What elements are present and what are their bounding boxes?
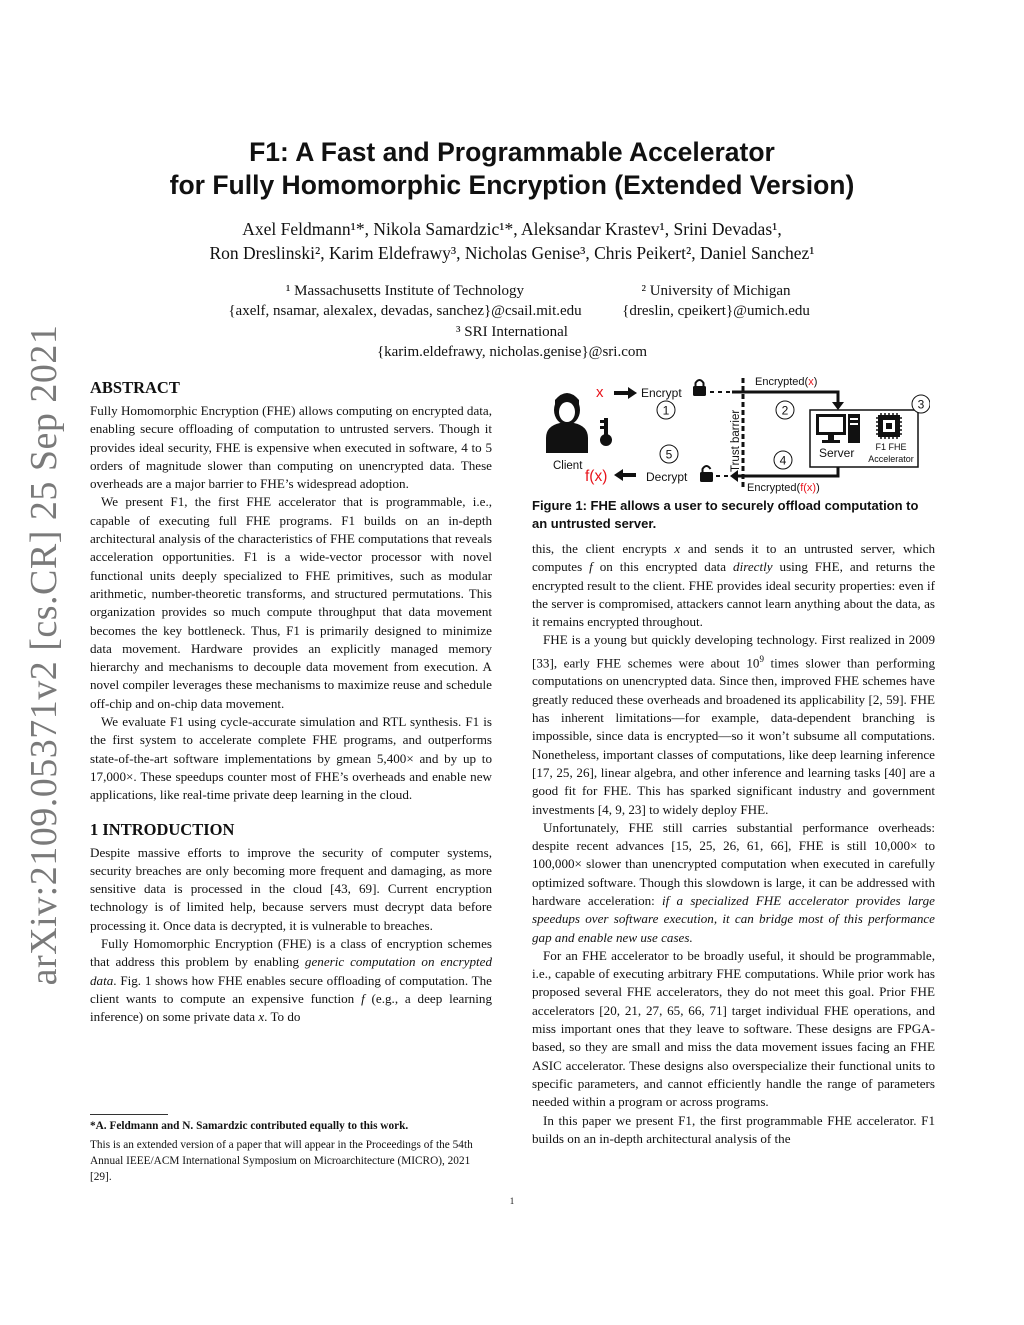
- key-icon: [600, 418, 612, 446]
- affiliation-umich: [605, 281, 827, 321]
- authors-line-1: Axel Feldmann¹*, Nikola Samardzic¹*, Aleksandar Krastev¹, Srini Devadas¹,: [242, 219, 782, 239]
- abstract-paragraph-2: We present F1, the first FHE accelerator that is programmable, i.e., capable of executing full FHE programs. F1 builds on an in-depth architectural analysis of the characteristics of FHE computations that reveals acceleration opportunities. F1 is a wide-vector processor with novel functional units deeply specialized to FHE primitives, such as modular arithmetic, number-theoretic transforms, and structured permutations. This organization provides so much compute throughput that data movement becomes the key bottleneck. Thus, F1 is primarily designed to minimize data movement. Hardware provides an explicitly managed memory hierarchy and mechanisms to decouple data movement from execution. A novel compiler leverages these mechanisms to maximize reuse and schedule off-chip and on-chip data movement.: [90, 494, 492, 711]
- right-paragraph-3: Unfortunately, FHE still carries substantial performance overheads: despite recent advances [15, 25, 26, 61, 66], FHE is still 10,000× to 100,000× slower than unencrypted computation when executed in carefully optimized software. Though this slowdown is large, it can be addressed with hardware acceleration: if a specialized FHE accelerator provides large speedups over software execution, it can bridge most of this performance gap and enable new use cases.: [532, 819, 935, 945]
- accelerator-label-line-1: F1 FHE: [875, 442, 907, 452]
- title-line-1: F1: A Fast and Programmable Accelerator: [249, 137, 775, 167]
- affiliation-umich-email: {dreslin, cpeikert}@umich.edu: [622, 303, 810, 319]
- encrypt-label: Encrypt: [641, 386, 682, 400]
- accelerator-thesis-emphasis: if a specialized FHE accelerator provides large speedups over software execution, it can bridge most of this performance gap and enable new use cases.: [532, 893, 935, 945]
- step-2-badge: 2: [781, 403, 789, 418]
- affiliation-sri-email: {karim.eldefrawy, nicholas.genise}@sri.com: [376, 344, 648, 360]
- introduction-heading: 1 INTRODUCTION: [90, 819, 235, 839]
- lock-icon-encrypt: [693, 380, 706, 396]
- footnote-extended-version: This is an extended version of a paper that will appear in the Proceedings of the 54th Annual IEEE/ACM International Symposium on Microarchitecture (MICRO), 2021 [29].: [90, 1139, 473, 1183]
- encrypted-fx-label: Encrypted(f(x)): [747, 482, 820, 494]
- arxiv-stamp: [18, 324, 70, 986]
- affiliation-mit-name: ¹ Massachusetts Institute of Technology: [285, 283, 525, 299]
- right-paragraph-5: In this paper we present F1, the first programmable FHE accelerator. F1 builds on an in-depth architectural analysis of the: [532, 1112, 935, 1146]
- affiliation-sri: [300, 322, 724, 362]
- abstract-paragraph-3: We evaluate F1 using cycle-accurate simulation and RTL synthesis. F1 is the first system to accelerate complete FHE programs, and outperforms state-of-the-art software implementations by gmean 5,400× and by up to 17,000×. These speedups counter most of FHE’s overheads and enable new applications, like real-time private deep learning in the cloud.: [90, 714, 492, 803]
- decrypt-label: Decrypt: [646, 470, 688, 484]
- step-1-badge: 1: [662, 403, 670, 418]
- right-paragraph-2: FHE is a young but quickly developing technology. First realized in 2009 [33], early FHE schemes were about $10^9$ times slower than performing computations on unencrypted data. Since then, improved FHE schemes have greatly reduced these overheads and broadened its applicability [2, 59]. FHE has inherent limitations—for example, data-dependent branching is impossible, since data is encrypted—so it won’t subsume all computations. Nonetheless, important classes of computations, like deep learning inference [17, 25, 26], linear algebra, and other inference and learning tasks [40] are a good fit for FHE. This has sparked significant industry and government investments [4, 9, 23] to widely deploy FHE.: [532, 632, 935, 817]
- affiliation-mit: [205, 281, 605, 321]
- footnotes: [90, 1118, 492, 1185]
- title-line-2: for Fully Homomorphic Encryption (Extended Version): [169, 170, 855, 200]
- output-fx-label: f(x): [585, 468, 608, 485]
- decrypt-arrow-icon: [614, 469, 636, 481]
- encrypted-x-label: Encrypted(x): [755, 376, 818, 388]
- input-x-label: x: [596, 384, 604, 401]
- lock-icon-decrypt: [700, 466, 713, 482]
- right-column: [532, 540, 935, 1148]
- intro-paragraph-2: Fully Homomorphic Encryption (FHE) is a class of encryption schemes that address this problem by enabling generic computation on encrypted data. Fig. 1 shows how FHE enables secure offloading of computation. The client wants to compute an expensive function f (e.g., a deep learning inference) on some private data x. To do: [90, 936, 493, 1025]
- left-column: [90, 377, 492, 1027]
- footnote-equal-contribution: *A. Feldmann and N. Samardzic contributed equally to this work.: [90, 1120, 409, 1132]
- abstract-heading: ABSTRACT: [90, 378, 180, 397]
- abstract-paragraph-1: Fully Homomorphic Encryption (FHE) allows computing on encrypted data, enabling secure offloading of computation to untrusted servers. Though it provides ideal security, FHE is expensive when executed in software, 4 to 5 orders of magnitude slower than computing on unencrypted data. These overheads are a major barrier to FHE’s widespread adoption.: [90, 403, 492, 492]
- arxiv-stamp-text: arXiv:2109.05371v2 [cs.CR] 25 Sep 2021: [23, 324, 65, 986]
- authors-line-2: Ron Dreslinski², Karim Eldefrawy³, Nicholas Genise³, Chris Peikert², Daniel Sanchez¹: [209, 243, 815, 263]
- server-label: Server: [819, 446, 855, 460]
- paper-title: [100, 136, 924, 202]
- accelerator-label-line-2: Accelerator: [868, 454, 914, 464]
- directly-emphasis: directly: [733, 559, 773, 575]
- generic-computation-emphasis: generic computation on encrypted data: [90, 954, 492, 988]
- step-5-badge: 5: [665, 447, 673, 462]
- figure-1-caption: Figure 1: FHE allows a user to securely offload computation to an untrusted server.: [532, 498, 919, 531]
- encrypt-arrow-icon: [614, 387, 637, 399]
- author-list: [100, 217, 924, 265]
- trust-barrier-label: Trust barrier: [730, 409, 742, 472]
- figure-1-fhe-offload-diagram: [540, 370, 930, 495]
- step-3-badge: 3: [917, 397, 925, 412]
- page-number: 1: [509, 1196, 515, 1206]
- client-person-icon: [546, 393, 588, 453]
- affiliation-umich-name: ² University of Michigan: [641, 283, 791, 299]
- affiliation-sri-name: ³ SRI International: [456, 324, 568, 340]
- right-paragraph-1: this, the client encrypts x and sends it to an untrusted server, which computes f on this encrypted data directly using FHE, and returns the encrypted result to the client. FHE provides ideal security properties: even if the server is compromised, attackers cannot learn anything about the data, as it remains encrypted throughout.: [532, 541, 936, 630]
- client-label: Client: [553, 460, 583, 472]
- step-4-badge: 4: [779, 453, 787, 468]
- accelerator-chip-icon: [876, 413, 902, 439]
- right-paragraph-4: For an FHE accelerator to be broadly useful, it should be programmable, i.e., capable of executing arbitrary FHE computations. While prior work has proposed several FHE accelerators, they do not meet this goal. Prior FHE accelerators [20, 21, 27, 65, 66, 71] target individual FHE operations, and miss important ones that they leave to software. These designs are FPGA-based, so they are small and miss the data movement issues facing an FHE ASIC accelerator. These designs also overspecialize their functional units to specific parameters, and cannot efficiently handle the range of parameters needed within a program or across programs.: [532, 947, 935, 1110]
- intro-paragraph-1: Despite massive efforts to improve the security of computer systems, security breaches are only becoming more frequent and damaging, as more sensitive data is processed in the cloud [43, 69]. Current encryption technology is of limited help, because servers must decrypt data before processing it. Once data is decrypted, it is vulnerable to breaches.: [90, 844, 492, 933]
- footnote-rule: [90, 1114, 168, 1115]
- affiliation-mit-email: {axelf, nsamar, alexalex, devadas, sanchez}@csail.mit.edu: [228, 303, 582, 319]
